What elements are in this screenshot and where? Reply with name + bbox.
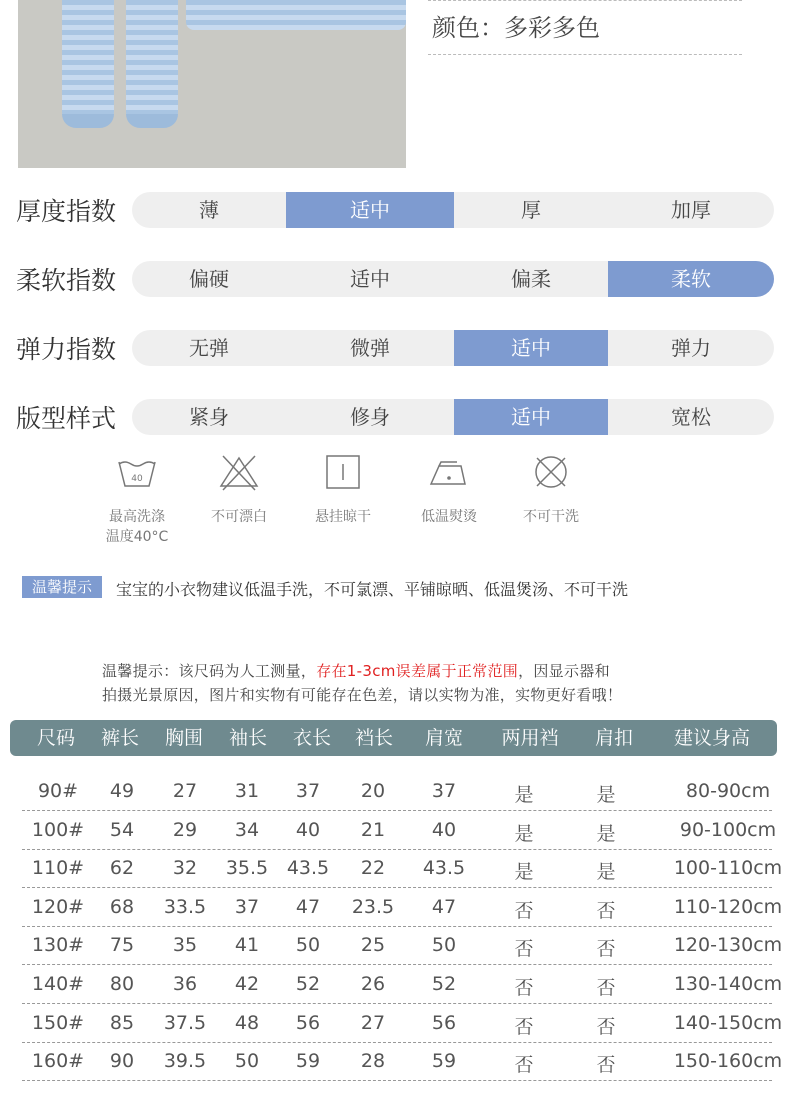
divider (428, 54, 742, 55)
note-text: 温馨提示：该尺码为人工测量， (102, 662, 317, 680)
table-cell: 29 (172, 818, 198, 841)
no-dry-clean-icon (529, 452, 573, 492)
index-label: 柔软指数 (16, 266, 117, 295)
care-hang-dry (306, 452, 380, 526)
table-cell: 52 (295, 973, 321, 995)
index-option: 修身 (350, 405, 390, 429)
table-cell: 43.5 (422, 857, 466, 880)
table-cell: 是 (514, 784, 534, 806)
table-cell: 否 (514, 977, 534, 999)
table-row (22, 926, 783, 965)
table-cell: 否 (596, 1054, 616, 1077)
pants-cuff (62, 114, 114, 128)
index-option: 弹力 (671, 336, 711, 360)
column-header: 胸围 (164, 727, 204, 749)
table-cell: 140# (31, 973, 85, 995)
table-cell: 56 (431, 1011, 457, 1034)
care-low-iron (412, 452, 486, 526)
table-cell: 否 (596, 899, 616, 922)
table-cell: 80 (109, 973, 135, 995)
table-cell: 43.5 (286, 857, 330, 880)
table-cell: 50 (431, 934, 457, 957)
table-cell: 25 (360, 934, 386, 957)
table-cell: 28 (360, 1050, 386, 1073)
care-label: 最高洗涤 (109, 509, 165, 525)
index-option: 无弹 (189, 336, 229, 360)
index-option: 宽松 (671, 405, 711, 429)
care-instructions (0, 452, 790, 552)
table-cell: 32 (172, 857, 198, 880)
pants-right-leg (126, 0, 178, 128)
table-cell: 36 (172, 973, 198, 995)
table-cell: 160# (31, 1050, 85, 1073)
divider (428, 0, 742, 1)
table-cell: 120# (31, 895, 85, 918)
table-cell: 52 (431, 973, 457, 995)
svg-text:40: 40 (131, 474, 143, 484)
table-cell: 41 (234, 934, 260, 957)
index-option-selected: 柔软 (608, 261, 774, 297)
table-cell: 150-160cm (673, 1050, 783, 1073)
table-cell: 80-90cm (685, 780, 771, 802)
column-header: 裤长 (100, 727, 140, 749)
table-cell: 35 (172, 934, 198, 957)
index-option: 适中 (350, 267, 390, 291)
table-cell: 是 (514, 861, 534, 884)
table-cell: 130-140cm (673, 973, 783, 995)
size-table-header (10, 720, 777, 756)
table-cell: 140-150cm (673, 1011, 783, 1034)
table-cell: 110# (31, 857, 85, 880)
shirt-hem (186, 0, 406, 30)
table-cell: 39.5 (163, 1050, 207, 1073)
note-highlight: 存在1-3cm误差属于正常范围 (316, 662, 519, 680)
column-header: 袖长 (228, 727, 268, 749)
care-label: 低温熨烫 (421, 509, 477, 525)
table-cell: 42 (234, 973, 260, 995)
index-option: 厚 (521, 198, 541, 222)
size-note-line-2: 拍摄光景原因，图片和实物有可能存在色差，请以实物为准，实物更好看哦！ (102, 686, 623, 704)
table-cell: 37 (295, 780, 321, 802)
table-cell: 90 (109, 1050, 135, 1073)
index-option: 紧身 (189, 405, 229, 429)
table-cell: 否 (514, 1054, 534, 1077)
table-cell: 37.5 (163, 1011, 207, 1034)
table-row (22, 1042, 783, 1081)
table-row (22, 772, 772, 811)
table-cell: 22 (360, 857, 386, 880)
table-cell: 150# (31, 1011, 85, 1034)
table-cell: 47 (431, 895, 457, 918)
pants-left-leg (62, 0, 114, 128)
index-row (0, 190, 790, 230)
table-cell: 34 (234, 818, 260, 841)
table-cell: 62 (109, 857, 135, 880)
low-iron-icon (427, 452, 471, 492)
index-option-selected: 适中 (454, 399, 608, 435)
column-header: 尺码 (36, 727, 76, 749)
care-no-dry-clean (514, 452, 588, 526)
table-cell: 是 (596, 784, 616, 806)
table-cell: 是 (596, 822, 616, 845)
care-wash (100, 452, 174, 546)
index-label: 版型样式 (16, 404, 117, 433)
table-cell: 68 (109, 895, 135, 918)
pants-cuff (126, 114, 178, 128)
table-cell: 75 (109, 934, 135, 957)
table-cell: 否 (596, 1015, 616, 1038)
index-row (0, 259, 790, 299)
table-cell: 90-100cm (679, 818, 777, 841)
table-cell: 50 (234, 1050, 260, 1073)
index-scale (132, 330, 774, 366)
index-option-selected: 适中 (454, 330, 608, 366)
wash-40-icon (115, 452, 159, 492)
hang-dry-icon (321, 452, 365, 492)
care-label: 悬挂晾干 (315, 509, 371, 525)
table-cell: 23.5 (351, 895, 395, 918)
table-cell: 26 (360, 973, 386, 995)
table-row (22, 811, 777, 850)
table-cell: 56 (295, 1011, 321, 1034)
table-cell: 90# (37, 780, 79, 802)
column-header: 两用裆 (501, 727, 559, 749)
index-row (0, 328, 790, 368)
table-cell: 110-120cm (673, 895, 783, 918)
table-cell: 27 (172, 780, 198, 802)
care-label: 温度40°C (105, 529, 169, 545)
index-option-selected: 适中 (286, 192, 454, 228)
care-no-bleach (202, 452, 276, 526)
note-text: ，因显示器和 (518, 662, 610, 680)
table-cell: 37 (431, 780, 457, 802)
table-cell: 47 (295, 895, 321, 918)
no-bleach-icon (217, 452, 261, 492)
tip-tag: 温馨提示 (22, 576, 102, 598)
index-option: 偏硬 (189, 267, 229, 291)
table-cell: 130# (31, 934, 85, 957)
product-photo (18, 0, 406, 168)
index-scale (132, 261, 774, 297)
table-cell: 31 (234, 780, 260, 802)
index-label: 厚度指数 (16, 197, 117, 226)
color-label: 颜色：多彩多色 (432, 14, 600, 42)
table-cell: 33.5 (163, 895, 207, 918)
table-cell: 120-130cm (673, 934, 783, 957)
table-cell: 49 (109, 780, 135, 802)
index-option: 微弹 (350, 336, 390, 360)
table-cell: 59 (431, 1050, 457, 1073)
table-cell: 否 (596, 977, 616, 999)
table-cell: 59 (295, 1050, 321, 1073)
table-cell: 40 (431, 818, 457, 841)
table-cell: 否 (596, 938, 616, 961)
table-cell: 否 (514, 899, 534, 922)
table-cell: 100# (31, 818, 85, 841)
table-row (22, 888, 783, 927)
table-cell: 是 (514, 822, 534, 845)
index-option: 加厚 (671, 198, 711, 222)
table-cell: 27 (360, 1011, 386, 1034)
column-header: 肩宽 (424, 727, 464, 749)
table-cell: 21 (360, 818, 386, 841)
tip-text: 宝宝的小衣物建议低温手洗，不可氯漂、平铺晾晒、低温煲汤、不可干洗 (116, 580, 629, 599)
table-row (22, 1004, 783, 1043)
table-cell: 是 (596, 861, 616, 884)
table-cell: 否 (514, 1015, 534, 1038)
care-label: 不可漂白 (211, 509, 267, 525)
index-scale (132, 192, 774, 228)
table-row (22, 965, 783, 1004)
table-row (22, 849, 783, 888)
index-option: 偏柔 (511, 267, 551, 291)
table-cell: 35.5 (225, 857, 269, 880)
table-cell: 85 (109, 1011, 135, 1034)
column-header: 建议身高 (673, 727, 751, 749)
column-header: 衣长 (292, 727, 332, 749)
size-note-line-1 (102, 660, 610, 681)
table-cell: 40 (295, 818, 321, 841)
column-header: 裆长 (354, 727, 394, 749)
index-row (0, 397, 790, 437)
table-cell: 37 (234, 895, 260, 918)
care-label: 不可干洗 (523, 509, 579, 525)
table-cell: 100-110cm (673, 857, 783, 880)
table-cell: 54 (109, 818, 135, 841)
index-option: 薄 (199, 198, 219, 222)
index-label: 弹力指数 (16, 335, 117, 364)
column-header: 肩扣 (594, 727, 634, 749)
table-cell: 48 (234, 1011, 260, 1034)
table-cell: 否 (514, 938, 534, 961)
table-cell: 20 (360, 780, 386, 802)
index-scale (132, 399, 774, 435)
table-cell: 50 (295, 934, 321, 957)
